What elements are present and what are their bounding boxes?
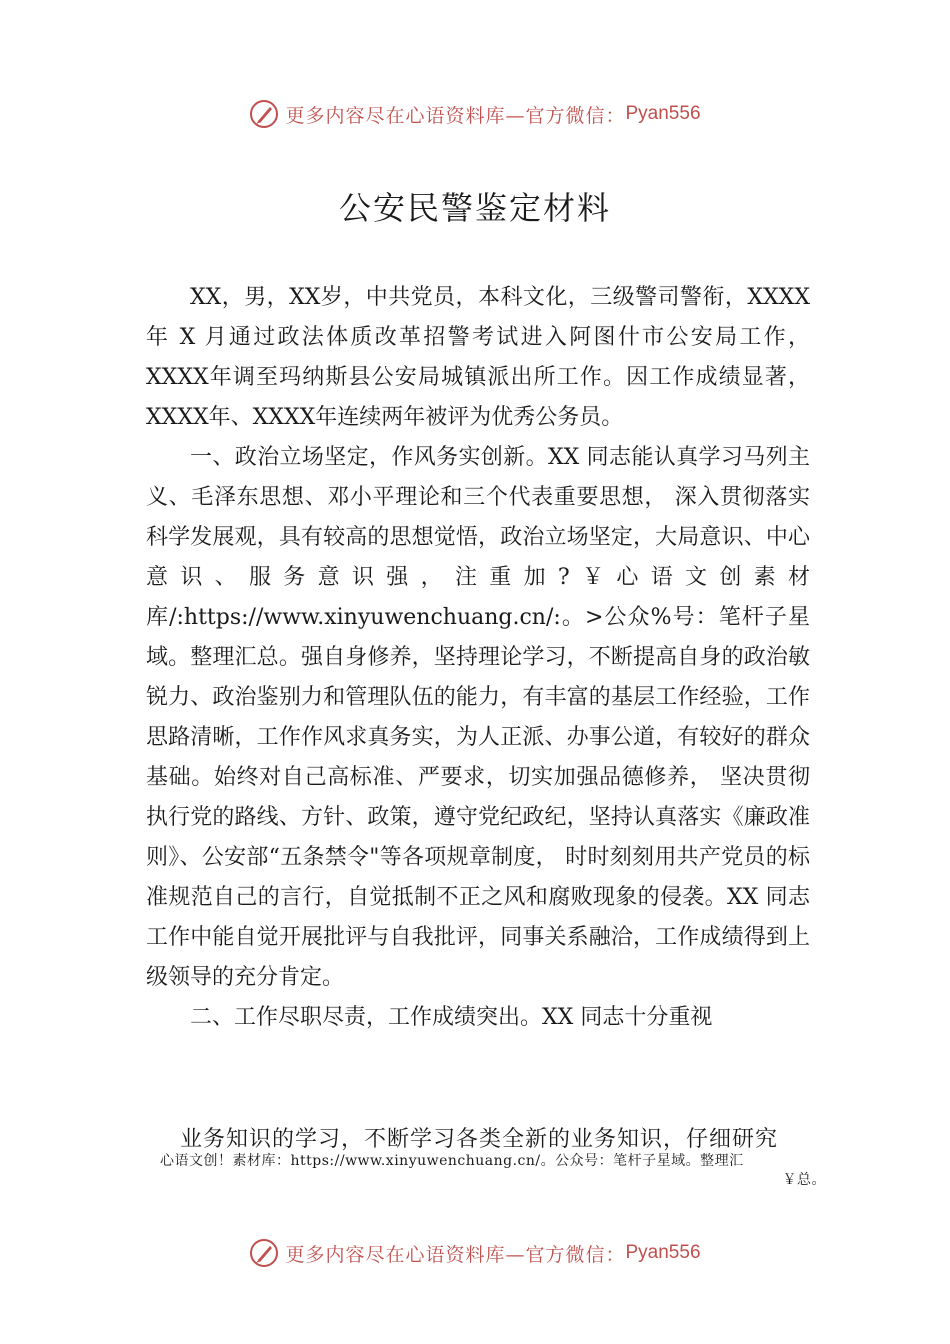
banner-text: 更多内容尽在心语资料库—官方微信： xyxy=(285,1243,626,1266)
footnote-main: 心语文创！素材库：https://www.xinyuwenchuang.cn/。公众号：笔杆子星域。整理汇 xyxy=(160,1153,744,1169)
header-watermark-banner xyxy=(0,94,950,134)
banner-text: 更多内容尽在心语资料库—官方微信： xyxy=(285,104,626,127)
document-title: 公安民警鉴定材料 xyxy=(338,189,611,227)
continued-line: 业务知识的学习，不断学习各类全新的业务知识，仔细研究 xyxy=(180,1127,779,1152)
paragraph-political: 一、政治立场坚定，作风务实创新。XX 同志能认真学习马列主义、毛泽东思想、邓小平理论和三个代表重要思想， 深入贯彻落实科学发展观，具有较高的思想觉悟，政治立场坚定，大局意识、中心意识、服务意识强，注重加?￥心语文创素材库/:https://www.xinyuwenchuang.cn/:。>公众%号：笔杆子星域。整理汇总。强自身修养，坚持理论学习，不断提高自身的政治敏锐力、政治鉴别力和管理队伍的能力，有丰富的基层工作经验，工作思路清晰，工作作风求真务实，为人正派、办事公道，有较好的群众基础。始终对自己高标准、严要求，切实加强品德修养， 坚决贯彻执行党的路线、方针、政策，遵守党纪政纪，坚持认真落实《廉政准则》、公安部“五条禁令"等各项规章制度， 时时刻刻用共产党员的标准规范自己的言行，自觉抵制不正之风和腐败现象的侵袭。XX 同志工作中能自觉开展批评与自我批评，同事关系融洽，工作成绩得到上级领导的充分肯定。 xyxy=(146,445,810,990)
banner-wechat-id: Pyan556 xyxy=(625,103,701,124)
quill-logo-icon xyxy=(249,99,279,129)
quill-logo-icon xyxy=(249,1238,279,1268)
paragraph-work: 二、工作尽职尽责，工作成绩突出。XX 同志十分重视 xyxy=(190,1005,713,1030)
footnote-tail: ￥总。 xyxy=(782,1172,826,1188)
footer-watermark-banner xyxy=(0,1233,950,1273)
document-body xyxy=(146,278,810,1038)
footnote xyxy=(160,1152,832,1190)
banner-wechat-id: Pyan556 xyxy=(625,1242,701,1263)
paragraph-intro: XX，男，XX岁，中共党员，本科文化，三级警司警衔，XXXX 年 X 月通过政法体质改革招警考试进入阿图什市公安局工作，XXXX年调至玛纳斯县公安局城镇派出所工作。因工作成绩显著，XXXX年、XXXX年连续两年被评为优秀公务员。 xyxy=(146,285,810,430)
